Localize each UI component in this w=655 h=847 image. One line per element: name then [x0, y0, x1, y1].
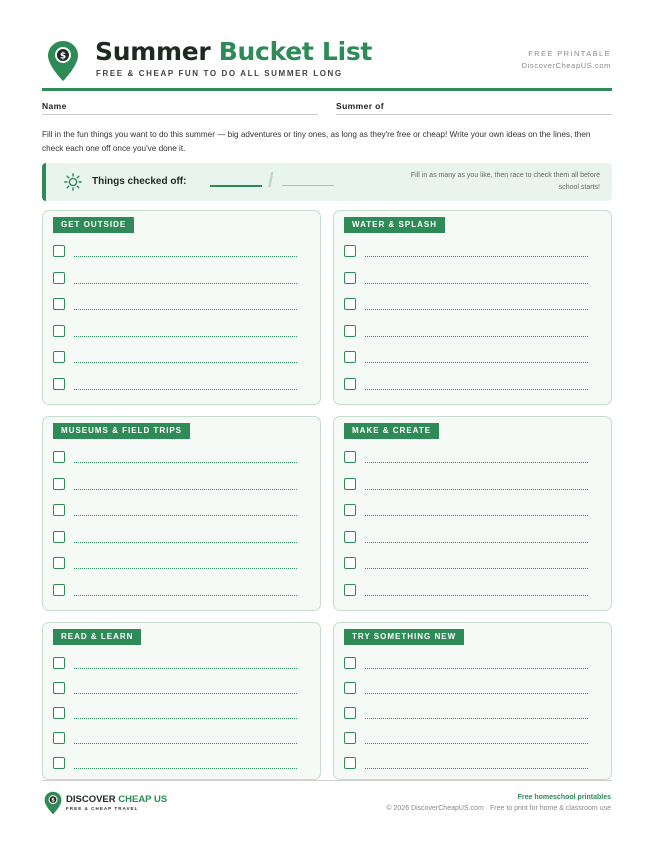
write-in-line[interactable]: [74, 389, 297, 390]
section-title: MAKE & CREATE: [344, 423, 439, 439]
checkbox-icon[interactable]: [344, 657, 356, 669]
brand-accent: CHEAP US: [118, 794, 168, 805]
checkbox-icon[interactable]: [53, 351, 65, 363]
write-in-line[interactable]: [74, 595, 297, 596]
write-in-line[interactable]: [365, 568, 588, 569]
write-in-line[interactable]: [74, 515, 297, 516]
write-in-line[interactable]: [74, 768, 297, 769]
checkbox-icon[interactable]: [53, 657, 65, 669]
checkbox-icon[interactable]: [344, 707, 356, 719]
write-in-line[interactable]: [74, 668, 297, 669]
section-card-read-learn: [42, 622, 321, 780]
section-card-make-create: [333, 416, 612, 611]
footer-tagline: FREE & CHEAP TRAVEL: [66, 806, 139, 811]
write-in-line[interactable]: [365, 693, 588, 694]
checkbox-icon[interactable]: [53, 732, 65, 744]
section-card-museums-field-trips: [42, 416, 321, 611]
progress-slash: /: [268, 170, 274, 192]
footer-right: [386, 792, 611, 814]
site-url[interactable]: DiscoverCheapUS.com: [521, 61, 611, 70]
write-in-line[interactable]: [74, 336, 297, 337]
write-in-line[interactable]: [365, 489, 588, 490]
checkbox-icon[interactable]: [53, 245, 65, 257]
write-in-line[interactable]: [74, 256, 297, 257]
write-in-line[interactable]: [365, 718, 588, 719]
checkbox-icon[interactable]: [344, 325, 356, 337]
write-in-line[interactable]: [365, 515, 588, 516]
write-in-line[interactable]: [74, 542, 297, 543]
checkbox-icon[interactable]: [53, 557, 65, 569]
write-in-line[interactable]: [365, 336, 588, 337]
checkbox-icon[interactable]: [53, 451, 65, 463]
section-card-get-outside: [42, 210, 321, 405]
name-label: Name: [42, 101, 67, 111]
checkbox-icon[interactable]: [344, 351, 356, 363]
checkbox-icon[interactable]: [53, 272, 65, 284]
dollar-map-pin-icon: [47, 40, 79, 82]
name-field[interactable]: [42, 114, 318, 115]
write-in-line[interactable]: [74, 309, 297, 310]
header-divider: [42, 88, 612, 91]
write-in-line[interactable]: [74, 462, 297, 463]
summer-of-label: Summer of: [336, 101, 384, 111]
section-card-try-something-new: [333, 622, 612, 780]
checkbox-icon[interactable]: [344, 531, 356, 543]
write-in-line[interactable]: [74, 718, 297, 719]
checkbox-icon[interactable]: [344, 504, 356, 516]
free-printable-label: FREE PRINTABLE: [528, 49, 611, 58]
write-in-line[interactable]: [365, 462, 588, 463]
checkbox-icon[interactable]: [53, 531, 65, 543]
title-plain: Summer: [95, 37, 211, 66]
section-title: TRY SOMETHING NEW: [344, 629, 464, 645]
header-right: [522, 48, 611, 72]
checkbox-icon[interactable]: [344, 272, 356, 284]
progress-banner: [42, 163, 612, 201]
write-in-line[interactable]: [74, 568, 297, 569]
page-title: [95, 37, 372, 66]
write-in-line[interactable]: [365, 743, 588, 744]
progress-label: Things checked off:: [92, 176, 187, 187]
checkbox-icon[interactable]: [344, 757, 356, 769]
write-in-line[interactable]: [74, 743, 297, 744]
footer-divider: [42, 780, 612, 781]
title-accent: Bucket List: [218, 37, 373, 66]
write-in-line[interactable]: [74, 489, 297, 490]
checked-count-field[interactable]: [210, 185, 262, 187]
svg-text:$: $: [51, 797, 55, 804]
section-title: READ & LEARN: [53, 629, 141, 645]
svg-text:$: $: [59, 51, 67, 62]
checkbox-icon[interactable]: [344, 584, 356, 596]
checkbox-icon[interactable]: [344, 245, 356, 257]
checkbox-icon[interactable]: [344, 557, 356, 569]
brand-plain: DISCOVER: [66, 794, 116, 805]
write-in-line[interactable]: [365, 768, 588, 769]
page-subtitle: FREE & CHEAP FUN TO DO ALL SUMMER LONG: [96, 69, 343, 78]
total-count-field[interactable]: [282, 185, 334, 186]
checkbox-icon[interactable]: [344, 682, 356, 694]
footer-printables: Free homeschool printables: [517, 794, 611, 801]
checkbox-icon[interactable]: [53, 757, 65, 769]
sun-icon: [64, 173, 82, 191]
checkbox-icon[interactable]: [53, 682, 65, 694]
write-in-line[interactable]: [74, 693, 297, 694]
checkbox-icon[interactable]: [344, 478, 356, 490]
checkbox-icon[interactable]: [53, 325, 65, 337]
progress-note: Fill in as many as you like, then race to check them all before school starts!: [410, 172, 600, 191]
write-in-line[interactable]: [365, 309, 588, 310]
dollar-map-pin-icon: [44, 791, 62, 815]
write-in-line[interactable]: [365, 668, 588, 669]
write-in-line[interactable]: [365, 595, 588, 596]
checkbox-icon[interactable]: [344, 378, 356, 390]
write-in-line[interactable]: [74, 362, 297, 363]
footer-brand: [66, 794, 167, 805]
checkbox-icon[interactable]: [53, 478, 65, 490]
write-in-line[interactable]: [365, 542, 588, 543]
write-in-line[interactable]: [74, 283, 297, 284]
footer-copyright: © 2026 DiscoverCheapUS.com · Free to print for home & classroom use: [386, 805, 611, 812]
write-in-line[interactable]: [365, 362, 588, 363]
write-in-line[interactable]: [365, 389, 588, 390]
checkbox-icon[interactable]: [53, 707, 65, 719]
section-title: WATER & SPLASH: [344, 217, 445, 233]
section-title: GET OUTSIDE: [53, 217, 134, 233]
checkbox-icon[interactable]: [344, 451, 356, 463]
section-title: MUSEUMS & FIELD TRIPS: [53, 423, 190, 439]
checkbox-icon[interactable]: [344, 298, 356, 310]
checkbox-icon[interactable]: [53, 504, 65, 516]
write-in-line[interactable]: [365, 283, 588, 284]
summer-of-field[interactable]: [336, 114, 612, 115]
intro-text: Fill in the fun things you want to do this summer — big adventures or tiny ones, as long as they're free or cheap! Write your own ideas on the lines, then check each one off once you've done it.: [42, 130, 591, 153]
write-in-line[interactable]: [365, 256, 588, 257]
checkbox-icon[interactable]: [344, 732, 356, 744]
checkbox-icon[interactable]: [53, 584, 65, 596]
checkbox-icon[interactable]: [53, 298, 65, 310]
section-card-water-splash: [333, 210, 612, 405]
checkbox-icon[interactable]: [53, 378, 65, 390]
